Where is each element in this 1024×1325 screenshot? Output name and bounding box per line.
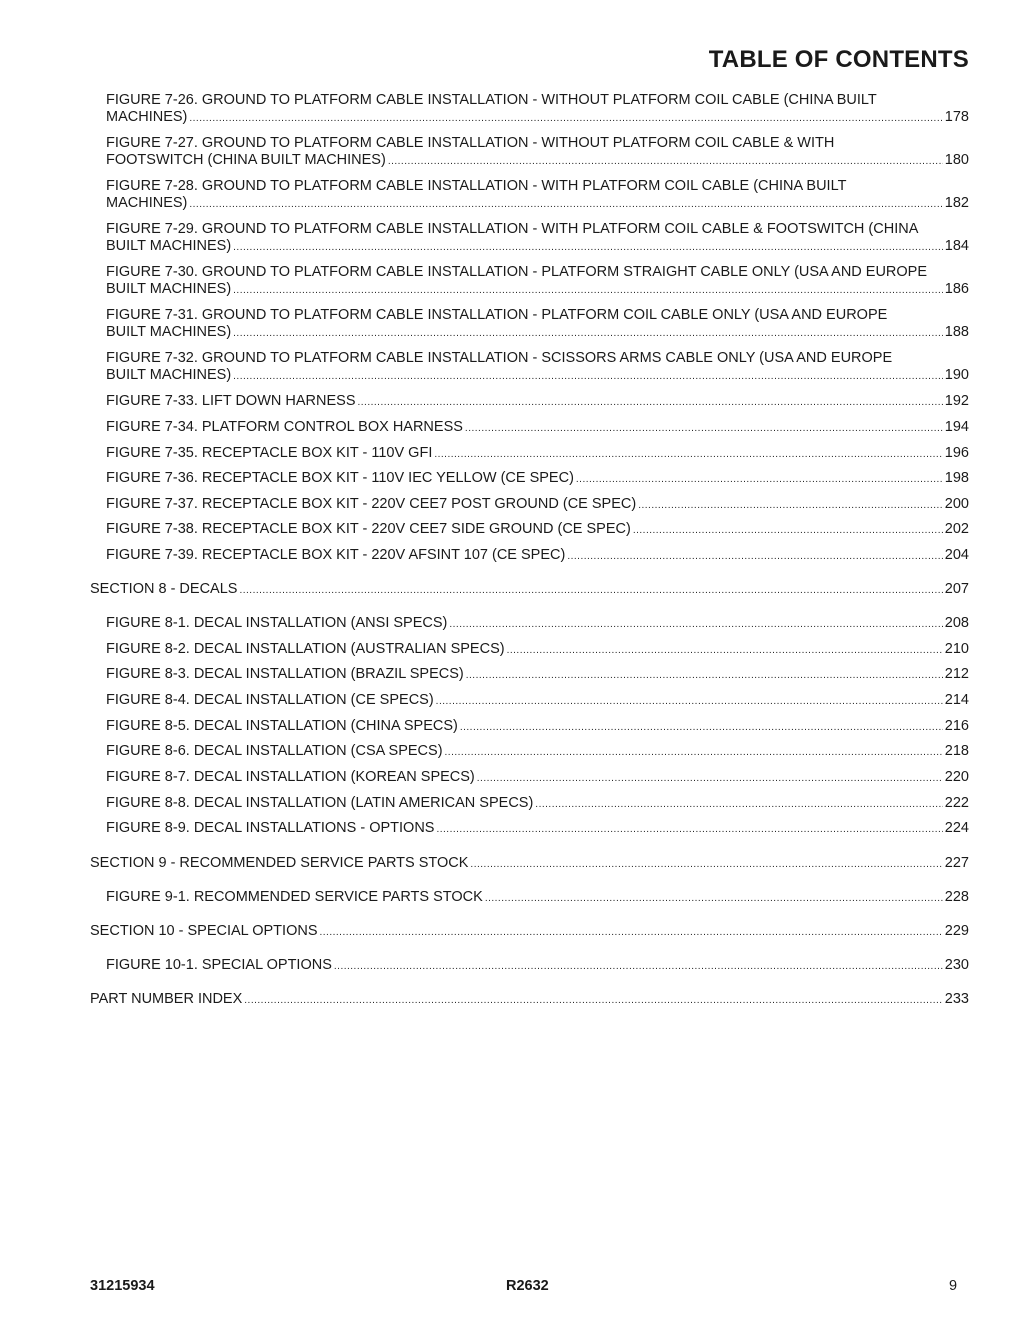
toc-figure-entry[interactable] <box>106 135 969 170</box>
toc-entry-title: SECTION 9 - RECOMMENDED SERVICE PARTS STOCK <box>90 855 469 871</box>
toc-entry-title: FIGURE 7-37. RECEPTACLE BOX KIT - 220V CEE7 POST GROUND (CE SPEC) <box>106 496 637 512</box>
toc-entry-line <box>106 109 969 127</box>
toc-page-number: 196 <box>944 445 969 461</box>
toc-entry-title: FIGURE 8-9. DECAL INSTALLATIONS - OPTIONS <box>106 820 435 836</box>
toc-entry-title: FOOTSWITCH (CHINA BUILT MACHINES) <box>106 152 386 168</box>
toc-page-number: 220 <box>944 769 969 785</box>
toc-section-entry[interactable] <box>90 991 969 1009</box>
toc-entry-title: FIGURE 7-34. PLATFORM CONTROL BOX HARNESS <box>106 419 463 435</box>
toc-entry-title-line: FIGURE 7-27. GROUND TO PLATFORM CABLE INSTALLATION - WITHOUT PLATFORM COIL CABLE & WITH <box>106 135 835 151</box>
toc-figure-entry[interactable] <box>106 743 969 761</box>
toc-entry-title: FIGURE 9-1. RECOMMENDED SERVICE PARTS STOCK <box>106 889 483 905</box>
toc-page-number: 190 <box>944 367 969 383</box>
toc-page-number: 184 <box>944 238 969 254</box>
toc-figure-entry[interactable] <box>106 350 969 385</box>
toc-page-number: 233 <box>944 991 969 1007</box>
toc-entry-line <box>106 393 969 411</box>
toc-entry-line <box>106 152 969 170</box>
dot-leader <box>445 743 943 761</box>
toc-entry-title: FIGURE 7-35. RECEPTACLE BOX KIT - 110V GFI <box>106 445 433 461</box>
toc-figure-entry[interactable] <box>106 795 969 813</box>
toc-page-number: 210 <box>944 641 969 657</box>
toc-entry-line <box>106 795 969 813</box>
dot-leader <box>233 238 943 256</box>
toc-entry-line <box>90 855 969 873</box>
toc-entry-title: BUILT MACHINES) <box>106 281 232 297</box>
toc-entry-line <box>106 957 969 975</box>
toc-entry-line <box>106 666 969 684</box>
toc-entry-title: FIGURE 7-39. RECEPTACLE BOX KIT - 220V AFSINT 107 (CE SPEC) <box>106 547 566 563</box>
toc-entry-title-line: FIGURE 7-28. GROUND TO PLATFORM CABLE INSTALLATION - WITH PLATFORM COIL CABLE (CHINA BUILT <box>106 178 847 194</box>
dot-leader <box>320 923 943 941</box>
dot-leader <box>449 615 942 633</box>
toc-figure-entry[interactable] <box>106 445 969 463</box>
toc-entry-line <box>106 324 969 342</box>
toc-entry-title-line: FIGURE 7-32. GROUND TO PLATFORM CABLE INSTALLATION - SCISSORS ARMS CABLE ONLY (USA AND EUROPE <box>106 350 893 366</box>
toc-entry-line <box>106 367 969 385</box>
toc-page-number: 227 <box>944 855 969 871</box>
toc-entry-title: FIGURE 7-33. LIFT DOWN HARNESS <box>106 393 356 409</box>
footer-model: R2632 <box>506 1278 549 1294</box>
toc-page-number: 204 <box>944 547 969 563</box>
toc-entry-line <box>90 581 969 599</box>
toc-figure-entry[interactable] <box>106 92 969 127</box>
toc-entry-line <box>90 923 969 941</box>
toc-entry-line <box>106 889 969 907</box>
toc-entry-line <box>106 521 969 539</box>
toc-entry-line <box>106 743 969 761</box>
toc-page-number: 230 <box>944 957 969 973</box>
toc-entry-title: FIGURE 8-5. DECAL INSTALLATION (CHINA SPECS) <box>106 718 458 734</box>
dot-leader <box>436 692 943 710</box>
toc-entry-title: BUILT MACHINES) <box>106 324 232 340</box>
toc-entry-title-line: FIGURE 7-26. GROUND TO PLATFORM CABLE INSTALLATION - WITHOUT PLATFORM COIL CABLE (CHINA BUILT <box>106 92 877 108</box>
dot-leader <box>638 496 943 514</box>
toc-entry-line <box>106 718 969 736</box>
toc-entry-line <box>106 470 969 488</box>
toc-figure-entry[interactable] <box>106 521 969 539</box>
toc-page-number: 186 <box>944 281 969 297</box>
toc-page-number: 202 <box>944 521 969 537</box>
toc-entry-line <box>106 281 969 299</box>
toc-figure-entry[interactable] <box>106 769 969 787</box>
dot-leader <box>358 393 943 411</box>
toc-entry-title: BUILT MACHINES) <box>106 367 232 383</box>
dot-leader <box>233 281 943 299</box>
toc-entry-title-line: FIGURE 7-30. GROUND TO PLATFORM CABLE INSTALLATION - PLATFORM STRAIGHT CABLE ONLY (USA AND EUROPE <box>106 264 928 280</box>
page-title: TABLE OF CONTENTS <box>708 46 969 73</box>
toc-figure-entry[interactable] <box>106 718 969 736</box>
dot-leader <box>470 855 942 873</box>
toc-page-number: 192 <box>944 393 969 409</box>
toc-figure-entry[interactable] <box>106 820 969 838</box>
toc-entry-line <box>106 641 969 659</box>
toc-page-number: 178 <box>944 109 969 125</box>
toc-entry-line <box>106 547 969 565</box>
toc-entry-title: SECTION 10 - SPECIAL OPTIONS <box>90 923 318 939</box>
toc-figure-entry[interactable] <box>106 666 969 684</box>
dot-leader <box>466 666 943 684</box>
toc-entry-line <box>106 692 969 710</box>
toc-entry-title: FIGURE 8-1. DECAL INSTALLATION (ANSI SPECS) <box>106 615 448 631</box>
toc-figure-entry[interactable] <box>106 264 969 299</box>
toc-entry-title: BUILT MACHINES) <box>106 238 232 254</box>
toc-entry-line <box>106 445 969 463</box>
toc-section-entry[interactable] <box>90 581 969 599</box>
toc-entry-line <box>106 195 969 213</box>
dot-leader <box>388 152 943 170</box>
toc-page-number: 229 <box>944 923 969 939</box>
toc-entry-title: FIGURE 8-7. DECAL INSTALLATION (KOREAN SPECS) <box>106 769 475 785</box>
dot-leader <box>535 795 943 813</box>
toc-page-number: 207 <box>944 581 969 597</box>
dot-leader <box>465 419 943 437</box>
dot-leader <box>633 521 943 539</box>
toc-figure-entry[interactable] <box>106 547 969 565</box>
toc-entry-title: FIGURE 8-8. DECAL INSTALLATION (LATIN AMERICAN SPECS) <box>106 795 534 811</box>
toc-page-number: 194 <box>944 419 969 435</box>
dot-leader <box>233 324 943 342</box>
dot-leader <box>189 109 942 127</box>
toc-page-number: 198 <box>944 470 969 486</box>
toc-entry-title: MACHINES) <box>106 109 188 125</box>
toc-page-number: 222 <box>944 795 969 811</box>
toc-page-number: 200 <box>944 496 969 512</box>
toc-figure-entry[interactable] <box>106 615 969 633</box>
dot-leader <box>477 769 943 787</box>
toc-entry-line <box>90 991 969 1009</box>
toc-entry-line <box>106 496 969 514</box>
toc-page-number: 180 <box>944 152 969 168</box>
toc-page-number: 228 <box>944 889 969 905</box>
toc-page-number: 216 <box>944 718 969 734</box>
dot-leader <box>576 470 943 488</box>
toc-entry-line <box>106 419 969 437</box>
dot-leader <box>239 581 942 599</box>
dot-leader <box>244 991 943 1009</box>
dot-leader <box>189 195 942 213</box>
dot-leader <box>507 641 943 659</box>
toc-section-entry[interactable] <box>90 923 969 941</box>
toc-figure-entry[interactable] <box>106 889 969 907</box>
dot-leader <box>233 367 943 385</box>
toc-entry-line <box>106 820 969 838</box>
dot-leader <box>567 547 942 565</box>
footer-page-number: 9 <box>949 1278 958 1294</box>
toc-entry-line <box>106 238 969 256</box>
toc-entry-title: FIGURE 7-36. RECEPTACLE BOX KIT - 110V IEC YELLOW (CE SPEC) <box>106 470 574 486</box>
toc-entry-title: MACHINES) <box>106 195 188 211</box>
dot-leader <box>460 718 943 736</box>
toc-entry-title: FIGURE 8-4. DECAL INSTALLATION (CE SPECS) <box>106 692 434 708</box>
toc-entry-title: FIGURE 10-1. SPECIAL OPTIONS <box>106 957 332 973</box>
toc-section-entry[interactable] <box>90 855 969 873</box>
toc-figure-entry[interactable] <box>106 307 969 342</box>
toc-entry-title: FIGURE 8-2. DECAL INSTALLATION (AUSTRALIAN SPECS) <box>106 641 505 657</box>
toc-page-number: 212 <box>944 666 969 682</box>
toc-figure-entry[interactable] <box>106 178 969 213</box>
toc-entry-title-line: FIGURE 7-31. GROUND TO PLATFORM CABLE INSTALLATION - PLATFORM COIL CABLE ONLY (USA AND EUROPE <box>106 307 888 323</box>
toc-entry-title: PART NUMBER INDEX <box>90 991 243 1007</box>
toc-entry-title: FIGURE 8-6. DECAL INSTALLATION (CSA SPECS) <box>106 743 443 759</box>
toc-page-number: 208 <box>944 615 969 631</box>
toc-entry-title: FIGURE 7-38. RECEPTACLE BOX KIT - 220V CEE7 SIDE GROUND (CE SPEC) <box>106 521 631 537</box>
toc-figure-entry[interactable] <box>106 692 969 710</box>
dot-leader <box>485 889 943 907</box>
toc-entry-title-line: FIGURE 7-29. GROUND TO PLATFORM CABLE INSTALLATION - WITH PLATFORM COIL CABLE & FOOTSWITCH (CHINA <box>106 221 919 237</box>
dot-leader <box>436 820 942 838</box>
toc-figure-entry[interactable] <box>106 470 969 488</box>
toc-figure-entry[interactable] <box>106 419 969 437</box>
toc-entry-line <box>106 769 969 787</box>
toc-page-number: 188 <box>944 324 969 340</box>
toc-figure-entry[interactable] <box>106 496 969 514</box>
footer-doc-number: 31215934 <box>90 1278 155 1294</box>
toc-figure-entry[interactable] <box>106 221 969 256</box>
toc-page-number: 224 <box>944 820 969 836</box>
toc-page-number: 214 <box>944 692 969 708</box>
toc-page-number: 182 <box>944 195 969 211</box>
toc-entry-title: FIGURE 8-3. DECAL INSTALLATION (BRAZIL SPECS) <box>106 666 464 682</box>
toc-figure-entry[interactable] <box>106 641 969 659</box>
toc-entry-line <box>106 615 969 633</box>
toc-page-number: 218 <box>944 743 969 759</box>
dot-leader <box>434 445 942 463</box>
dot-leader <box>334 957 943 975</box>
toc-entry-title: SECTION 8 - DECALS <box>90 581 238 597</box>
toc-figure-entry[interactable] <box>106 393 969 411</box>
toc-figure-entry[interactable] <box>106 957 969 975</box>
